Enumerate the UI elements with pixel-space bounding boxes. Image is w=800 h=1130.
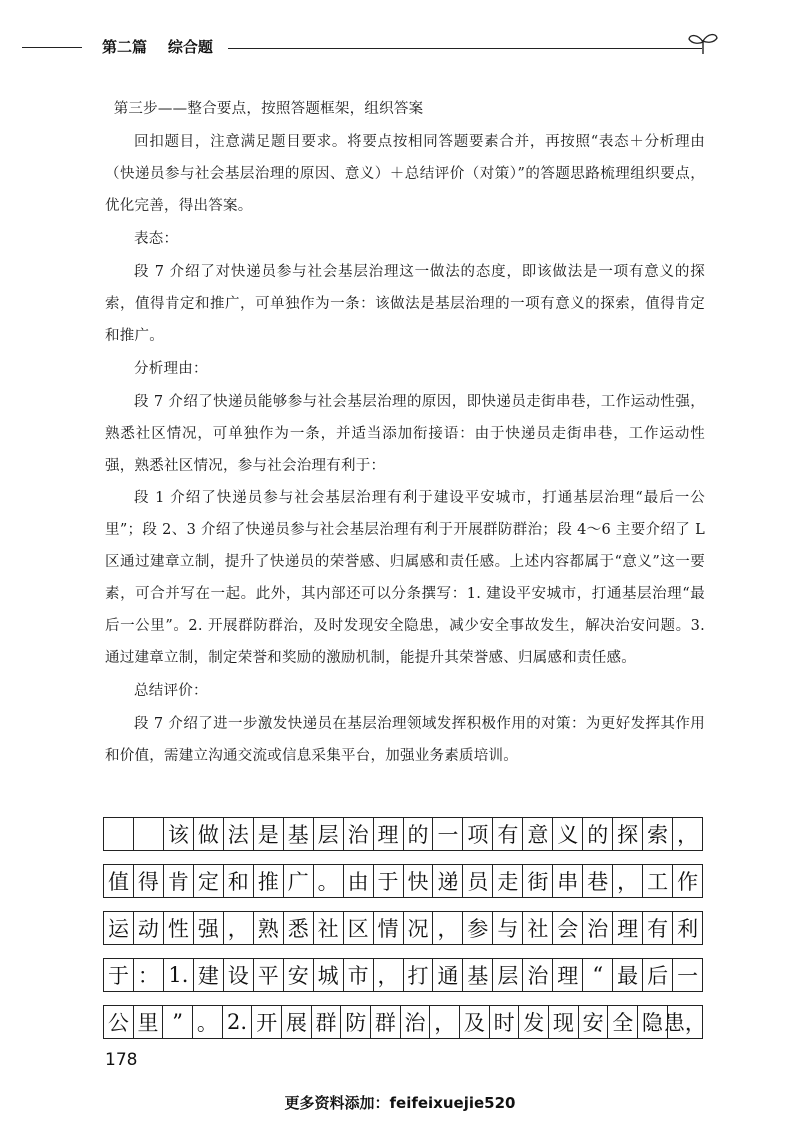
grid-cell: 区	[344, 912, 374, 944]
grid-cell: 层	[493, 959, 523, 991]
grid-cell: 及	[460, 1006, 490, 1038]
grid-cell: 里	[134, 1006, 164, 1038]
grid-cell: 群	[371, 1006, 401, 1038]
grid-cell: 有	[643, 912, 673, 944]
grid-cell: 理	[613, 912, 643, 944]
grid-cell: 街	[523, 865, 553, 897]
grid-cell: 工	[643, 865, 673, 897]
grid-cell: 是	[254, 818, 284, 850]
grid-cell: 一	[433, 818, 463, 850]
grid-cell: 由	[344, 865, 374, 897]
grid-cell: 市	[344, 959, 374, 991]
grid-cell: ，	[430, 1006, 460, 1038]
sprout-icon	[686, 30, 720, 56]
footer-note: 更多资料添加：feifeixuejie520	[284, 1094, 516, 1112]
grid-cell: 情	[374, 912, 404, 944]
grid-cell: 动	[134, 912, 164, 944]
grid-cell: 2.	[223, 1006, 253, 1038]
grid-row	[103, 1005, 706, 1039]
summary-paragraph: 段 7 介绍了进一步激发快递员在基层治理领域发挥积极作用的对策：为更好发挥其作用和价值，需建立沟通交流或信息采集平台，加强业务素质培训。	[105, 716, 705, 764]
grid-cell: 防	[341, 1006, 371, 1038]
answer-grid	[103, 817, 706, 1052]
grid-cell: 基	[284, 818, 314, 850]
page-number: 178	[105, 1050, 138, 1070]
grid-cell: 全	[608, 1006, 638, 1038]
grid-cell: 群	[312, 1006, 342, 1038]
grid-cell: 和	[224, 865, 254, 897]
grid-cell: 层	[314, 818, 344, 850]
grid-cell: ，	[433, 912, 463, 944]
grid-cell: 该	[164, 818, 194, 850]
grid-cell: 安	[579, 1006, 609, 1038]
grid-cell: ，	[673, 818, 703, 850]
grid-cell: 索	[643, 818, 673, 850]
grid-cell: 于	[374, 865, 404, 897]
grid-cell: 建	[194, 959, 224, 991]
grid-cell: 利	[673, 912, 703, 944]
grid-cell: 参	[463, 912, 493, 944]
grid-cell: 作	[673, 865, 703, 897]
grid-cell: 城	[314, 959, 344, 991]
explanation-text	[105, 92, 705, 772]
grid-cell	[104, 818, 134, 850]
reason-paragraph-2: 段 1 介绍了快递员参与社会基层治理有利于建设平安城市，打通基层治理“最后一公里”；段 2、3 介绍了快递员参与社会基层治理有利于开展群防群治；段 4～6 主要介绍了 L 区通过建章立制，提升了快递员的荣誉感、归属感和责任感。上述内容都属于“意义”这一要素，可合并写在一起。此外，其内部还可以分条撰写：1. 建设平安城市，打通基层治理“最后一公里”。2. 开展群防群治，及时发现安全隐患，减少安全事故发生，解决治安问题。3. 通过建章立制，制定荣誉和奖励的激励机制，能提升其荣誉感、归属感和责任感。	[105, 490, 705, 666]
grid-cell: ，	[224, 912, 254, 944]
grid-cell: 广	[284, 865, 314, 897]
grid-cell: 走	[493, 865, 523, 897]
grid-cell: 理	[553, 959, 583, 991]
grid-cell: 悉	[284, 912, 314, 944]
grid-cell: 。	[314, 865, 344, 897]
grid-cell: 况	[404, 912, 434, 944]
grid-cell: “	[583, 959, 613, 991]
section-title: 第二篇 综合题	[102, 38, 213, 56]
grid-cell: 。	[193, 1006, 223, 1038]
grid-cell: 隐	[638, 1006, 668, 1038]
grid-cell: 社	[523, 912, 553, 944]
grid-cell: 运	[104, 912, 134, 944]
running-header	[0, 30, 800, 70]
grid-row	[103, 864, 703, 898]
grid-cell: 巷	[583, 865, 613, 897]
grid-cell: ：	[134, 959, 164, 991]
grid-cell: 治	[344, 818, 374, 850]
grid-row	[103, 911, 703, 945]
grid-cell: 时	[490, 1006, 520, 1038]
grid-cell: 肯	[164, 865, 194, 897]
grid-cell: 意	[523, 818, 553, 850]
grid-cell: 有	[493, 818, 523, 850]
grid-cell: 后	[643, 959, 673, 991]
grid-cell: 1.	[164, 959, 194, 991]
grid-cell: 做	[194, 818, 224, 850]
grid-cell: 义	[553, 818, 583, 850]
reason-paragraph-1: 段 7 介绍了快递员能够参与社会基层治理的原因，即快递员走街串巷，工作运动性强，熟悉社区情况，可单独作为一条，并适当添加衔接语：由于快递员走街串巷，工作运动性强，熟悉社区情况，参与社会治理有利于：	[105, 394, 705, 474]
grid-cell: ”	[163, 1006, 193, 1038]
grid-cell: 通	[433, 959, 463, 991]
grid-cell: 推	[254, 865, 284, 897]
grid-cell: 于	[104, 959, 134, 991]
summary-label: 总结评价：	[134, 683, 208, 699]
grid-cell: 社	[314, 912, 344, 944]
grid-cell: 治	[583, 912, 613, 944]
grid-row	[103, 958, 703, 992]
grid-cell: 员	[463, 865, 493, 897]
grid-cell: ，	[374, 959, 404, 991]
grid-cell: 递	[433, 865, 463, 897]
grid-cell: 平	[254, 959, 284, 991]
grid-cell: 与	[493, 912, 523, 944]
grid-cell: 串	[553, 865, 583, 897]
grid-cell: 开	[252, 1006, 282, 1038]
header-rule-left	[22, 47, 82, 48]
grid-cell: 现	[549, 1006, 579, 1038]
grid-cell: 法	[224, 818, 254, 850]
grid-cell: 值	[104, 865, 134, 897]
grid-cell: 患，	[668, 1006, 703, 1038]
grid-row	[103, 817, 703, 851]
grid-cell: 最	[613, 959, 643, 991]
intro-paragraph: 回扣题目，注意满足题目要求。将要点按相同答题要素合并，再按照“表态＋分析理由（快递员参与社会基层治理的原因、意义）＋总结评价（对策）”的答题思路梳理组织要点，优化完善，得出答案。	[105, 134, 705, 214]
step-heading: 第三步——整合要点，按照答题框架，组织答案	[113, 101, 424, 117]
grid-cell: 快	[404, 865, 434, 897]
grid-cell: 的	[404, 818, 434, 850]
grid-cell: 设	[224, 959, 254, 991]
grid-cell: 定	[194, 865, 224, 897]
grid-cell: 探	[613, 818, 643, 850]
grid-cell: 基	[463, 959, 493, 991]
header-rule-right	[228, 48, 702, 49]
grid-cell: 项	[463, 818, 493, 850]
grid-cell: 性	[164, 912, 194, 944]
grid-cell: ，	[613, 865, 643, 897]
grid-cell: 公	[104, 1006, 134, 1038]
grid-cell	[134, 818, 164, 850]
grid-cell: 治	[523, 959, 553, 991]
grid-cell: 治	[401, 1006, 431, 1038]
grid-cell: 会	[553, 912, 583, 944]
grid-cell: 发	[519, 1006, 549, 1038]
grid-cell: 安	[284, 959, 314, 991]
grid-cell: 理	[374, 818, 404, 850]
grid-cell: 打	[404, 959, 434, 991]
grid-cell: 熟	[254, 912, 284, 944]
grid-cell: 的	[583, 818, 613, 850]
grid-cell: 强	[194, 912, 224, 944]
grid-cell: 一	[673, 959, 703, 991]
reason-label: 分析理由：	[134, 361, 208, 377]
grid-cell: 得	[134, 865, 164, 897]
stance-paragraph: 段 7 介绍了对快递员参与社会基层治理这一做法的态度，即该做法是一项有意义的探索，值得肯定和推广，可单独作为一条：该做法是基层治理的一项有意义的探索，值得肯定和推广。	[105, 264, 705, 344]
stance-label: 表态：	[134, 231, 179, 247]
grid-cell: 展	[282, 1006, 312, 1038]
